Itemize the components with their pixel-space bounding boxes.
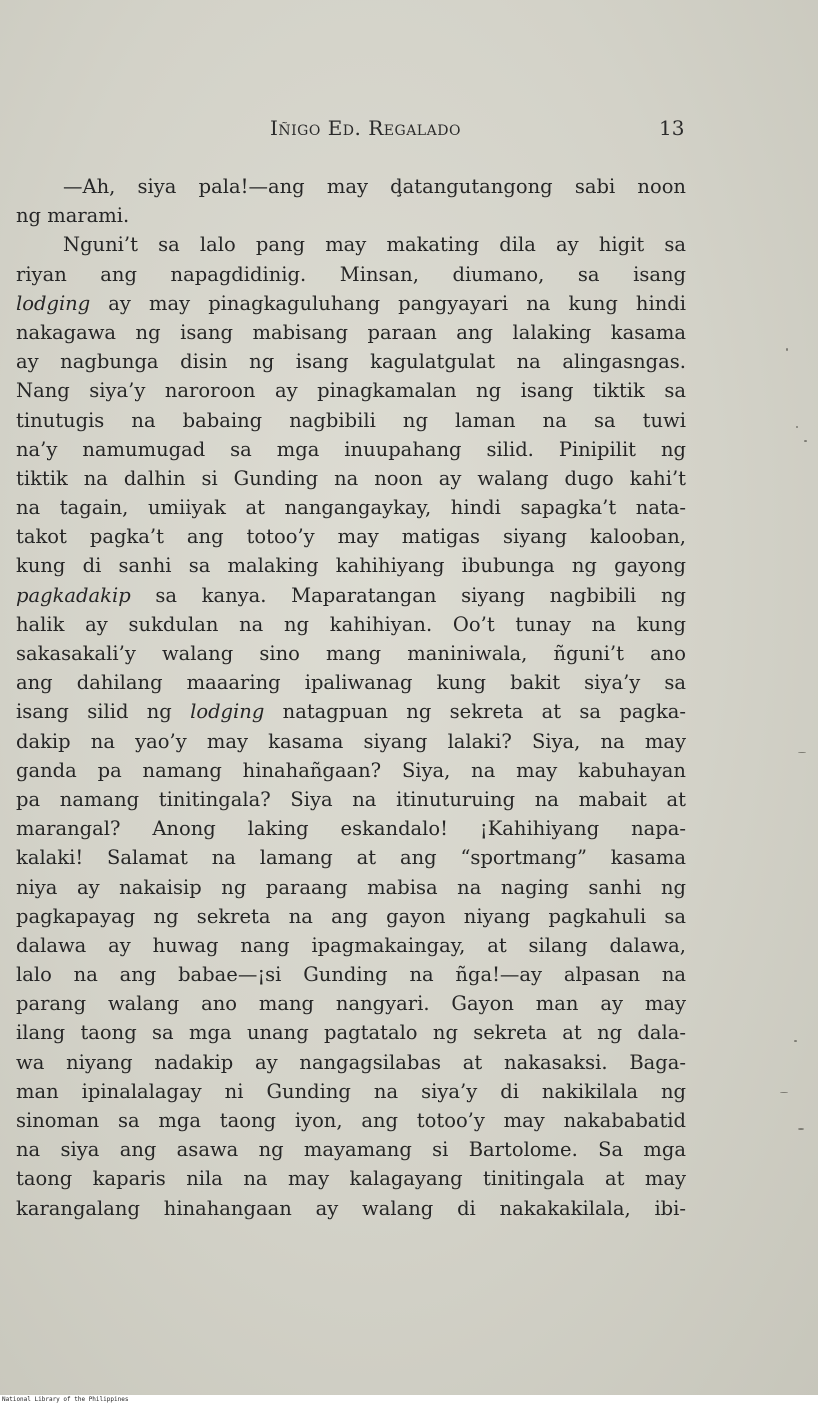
text-line: ay nagbunga disin ng isang kagulatgulat na alingasngas. [16,350,686,374]
text-line: marangal? Anong laking eskandalo! ¡Kahihiyang napa- [16,817,686,841]
text-line: tiktik na dalhin si Gunding na noon ay walang dugo kahi’t [16,466,686,490]
text-line: niya ay nakaisip ng paraang mabisa na naging sanhi ng [16,875,686,899]
italic-term: lodging [16,291,91,315]
text-line: nakagawa ng isang mabisang paraan ang lalaking kasama [16,320,686,344]
text-line: karangalang hinahangaan ay walang di nakakakilala, ibi- [16,1196,686,1220]
italic-term: lodging [190,700,265,724]
text-segment: sa kanya. Maparatangan siyang nagbibili ng [130,583,686,607]
text-line: ilang taong sa mga unang pagtatalo ng sekreta at ng dala- [16,1021,686,1045]
text-line: tinutugis na babaing nagbibili ng laman na sa tuwi [16,408,686,432]
text-line: Nang siya’y naroroon ay pinagkamalan ng isang tiktik sa [16,379,686,403]
text-line: takot pagka’t ang totoo’y may matigas siyang kalooban, [16,525,686,549]
page-number: 13 [659,116,685,140]
paper-specks [768,340,818,1140]
text-line: pa namang tinitingala? Siya na itinuturuing na mabait at [16,787,686,811]
text-line: taong kaparis nila na may kalagayang tinitingala at may [16,1167,686,1191]
text-line [16,581,686,610]
italic-term: pagkadakip [16,583,131,607]
text-segment: natagpuan ng sekreta at sa pagka- [264,700,686,724]
text-line: riyan ang napagdidinig. Minsan, diumano, sa isang [16,262,686,286]
text-segment: isang silid ng [16,700,191,724]
text-line: sakasakali’y walang sino mang maniniwala, ñguni’t ano [16,642,686,665]
text-line: na’y namumugad sa mga inuupahang silid. Pinipilit ng [16,437,686,461]
text-line: kung di sanhi sa malaking kahihiyang ibubunga ng gayong [16,554,686,578]
text-line: ganda pa namang hinahañgaan? Siya, na may kabuhayan [16,758,686,782]
text-line [16,289,686,318]
text-line: —Ah, siya pala!—ang may ḑatangutangong sabi noon [63,175,686,198]
text-line: lalo na ang babae—¡si Gunding na ñga!—ay alpasan na [16,963,686,987]
text-line: pagkapayag ng sekreta na ang gayon niyang pagkahuli sa [16,904,686,928]
text-line: ng marami. [16,204,130,228]
running-head: Iñigo Ed. Regalado [270,116,461,140]
library-credit: National Library of the Philippines [2,1396,129,1403]
text-line [16,697,686,726]
text-line: sinoman sa mga taong iyon, ang totoo’y may nakababatid [16,1109,686,1132]
text-line: dakip na yao’y may kasama siyang lalaki? Siya, na may [16,729,686,753]
text-line: na siya ang asawa ng mayamang si Bartolome. Sa mga [16,1138,686,1162]
page-header [0,116,818,146]
text-line: parang walang ano mang nangyari. Gayon man ay may [16,992,686,1016]
text-line: halik ay sukdulan na ng kahihiyan. Oo’t tunay na kung [16,612,686,636]
text-line: na tagain, umiiyak at nangangaykay, hindi sapagka’t nata- [16,496,686,520]
text-line: man ipinalalagay ni Gunding na siya’y di nakikilala ng [16,1079,686,1103]
text-line: Nguni’t sa lalo pang may makating dila ay higit sa [63,233,686,257]
text-line: dalawa ay huwag nang ipagmakaingay, at silang dalawa, [16,933,686,957]
text-line: kalaki! Salamat na lamang at ang “sportmang” kasama [16,846,686,870]
text-segment: ay may pinagkaguluhang pangyayari na kung hindi [90,291,686,315]
text-line: wa niyang nadakip ay nangagsilabas at nakasaksi. Baga- [16,1050,686,1074]
text-line: ang dahilang maaaring ipaliwanag kung bakit siya’y sa [16,671,686,695]
body-text [16,172,686,1223]
